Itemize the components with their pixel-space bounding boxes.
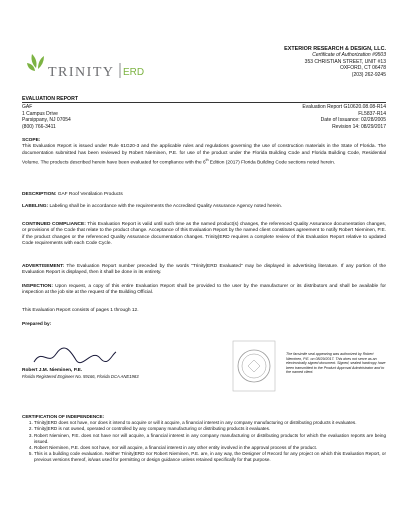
engineer-seal-icon	[232, 340, 276, 392]
logo-mark-icon	[26, 48, 206, 94]
company-address-1: 353 CHRISTIAN STREET, UNIT #13	[304, 58, 386, 65]
logo-sub: ERD	[123, 67, 145, 78]
seal-note: The facsimile seal appearing was authorized by Robert Nieminen, P.E. on 08/29/2017. This does not serve as an electronically signed document. Signed, sealed hardcopy have been transmitted to the Product Approval Administrator and to the named client.	[286, 352, 386, 375]
continued-text: This Evaluation Report is valid until such time as the named product(s) changes, the referenced Quality Assurance documentation changes, or provisions of the Code that relate to the product change. Acceptance of this Evaluation Report by the named client constitutes agreement to notify Robert Nieminen, P.E. if the product changes or the referenced Quality Assurance documentation changes. Trinity|ERD requires a complete review of this Evaluation Report relative to updated Code requirements with each Code Cycle.	[22, 222, 386, 247]
certificate-line: Certificate of Authorization #9503	[312, 52, 386, 59]
report-info-block	[302, 104, 386, 130]
advertisement-text: The Evaluation Report number preceded by the words "Trinity|ERD Evaluated" may be displayed in advertising literature. If any portion of the Evaluation Report is displayed, then it shall be done in its entirety.	[22, 264, 387, 276]
client-block	[22, 104, 71, 130]
description-section	[22, 192, 386, 198]
revision-date: Revision 14: 08/29/2017	[332, 123, 386, 130]
title-divider	[22, 102, 386, 103]
scope-text-2: Edition (2017) Florida Building Code sections noted herein.	[208, 160, 336, 166]
engineer-license: Florida Registered Engineer No. 59166, Florida DCA ANE1983	[22, 374, 139, 380]
certification-title: CERTIFICATION OF INDEPENDENCE:	[22, 414, 105, 419]
scope-label: SCOPE:	[22, 138, 41, 143]
certification-item: 2. Trinity|ERD is not owned, operated or controlled by any company manufacturing or distributing products it evaluates.	[34, 426, 386, 432]
signature-icon	[30, 344, 120, 368]
certification-section	[22, 414, 386, 464]
certification-item: 1. Trinity|ERD does not have, nor does it intend to acquire or will it acquire, a financial interest in any company manufacturing or distributing products it evaluates.	[34, 420, 386, 426]
advertisement-section	[22, 264, 386, 277]
fl-number: FL5837-R14	[358, 110, 386, 117]
continued-label: CONTINUED COMPLIANCE:	[22, 222, 86, 227]
certification-item: 4. Robert Nieminen, P.E. does not have, nor will acquire, a financial interest in any other entity involved in the approval process of the product.	[34, 445, 386, 451]
inspection-section	[22, 284, 386, 297]
trinity-erd-logo	[26, 48, 206, 94]
client-city: Parsippany, NJ 07054	[22, 117, 71, 124]
inspection-label: INSPECTION:	[22, 284, 53, 289]
prepared-by-label: Prepared by:	[22, 322, 52, 327]
client-street: 1 Campus Drive	[22, 110, 58, 117]
description-label: DESCRIPTION:	[22, 192, 57, 197]
labeling-label: LABELING:	[22, 204, 49, 209]
company-name: EXTERIOR RESEARCH & DESIGN, LLC.	[284, 46, 386, 52]
report-number: Evaluation Report G10620.08.08-R14	[302, 104, 386, 110]
engineer-name: Robert J.M. Nieminen, P.E.	[22, 368, 83, 373]
issue-date: Date of Issuance: 02/28/2005	[320, 117, 386, 124]
company-address-2: OXFORD, CT 06478	[339, 65, 386, 72]
certification-item: 5. This is a building code evaluation. Neither Trinity|ERD nor Robert Nieminen, P.E. are, in any way, the Designer of Record for any project on which this Evaluation Report, or previous versions thereof, is/was used for permitting or design guidance unless retained specifically for that purpose.	[34, 451, 386, 463]
certification-item: 3. Robert Nieminen, P.E. does not have nor will acquire, a financial interest in any company manufacturing or distributing products for which the evaluation reports are being issued.	[34, 433, 386, 445]
scope-text: This Evaluation Report is issued under Rule 61G20-3 and the applicable rules and regulations governing the use of construction materials in the State of Florida. The documentation submitted has been reviewed by Robert Nieminen, P.E. for use of the product under the Florida Building Code and Florida Building Code, Residential Volume. The products described herein have been evaluated for compliance with the 6	[22, 144, 386, 166]
company-info	[226, 46, 386, 78]
scope-section	[22, 138, 386, 167]
company-phone: (203) 262-9245	[351, 71, 386, 78]
document-title: EVALUATION REPORT	[22, 96, 79, 102]
client-phone: (800) 766-3411	[22, 123, 56, 130]
pages-note: This Evaluation Report consists of pages 1 through 12.	[22, 308, 139, 313]
advertisement-label: ADVERTISEMENT:	[22, 264, 65, 269]
labeling-text: Labeling shall be in accordance with the requirements the Accredited Quality Assurance Agency noted herein.	[49, 204, 282, 209]
continued-compliance-section	[22, 222, 386, 248]
description-text: GAF Roof Ventilation Products	[57, 192, 123, 197]
scope-sup: th	[205, 158, 209, 163]
logo-word: TRINITY	[48, 65, 115, 80]
certification-list	[22, 420, 386, 463]
client-name: GAF	[22, 104, 33, 110]
inspection-text: Upon request, a copy of this entire Evaluation Report shall be provided to the user by the manufacturer or its distributors and shall be available for inspection at the job site at the request of the Building Official.	[22, 284, 386, 296]
labeling-section	[22, 204, 386, 210]
